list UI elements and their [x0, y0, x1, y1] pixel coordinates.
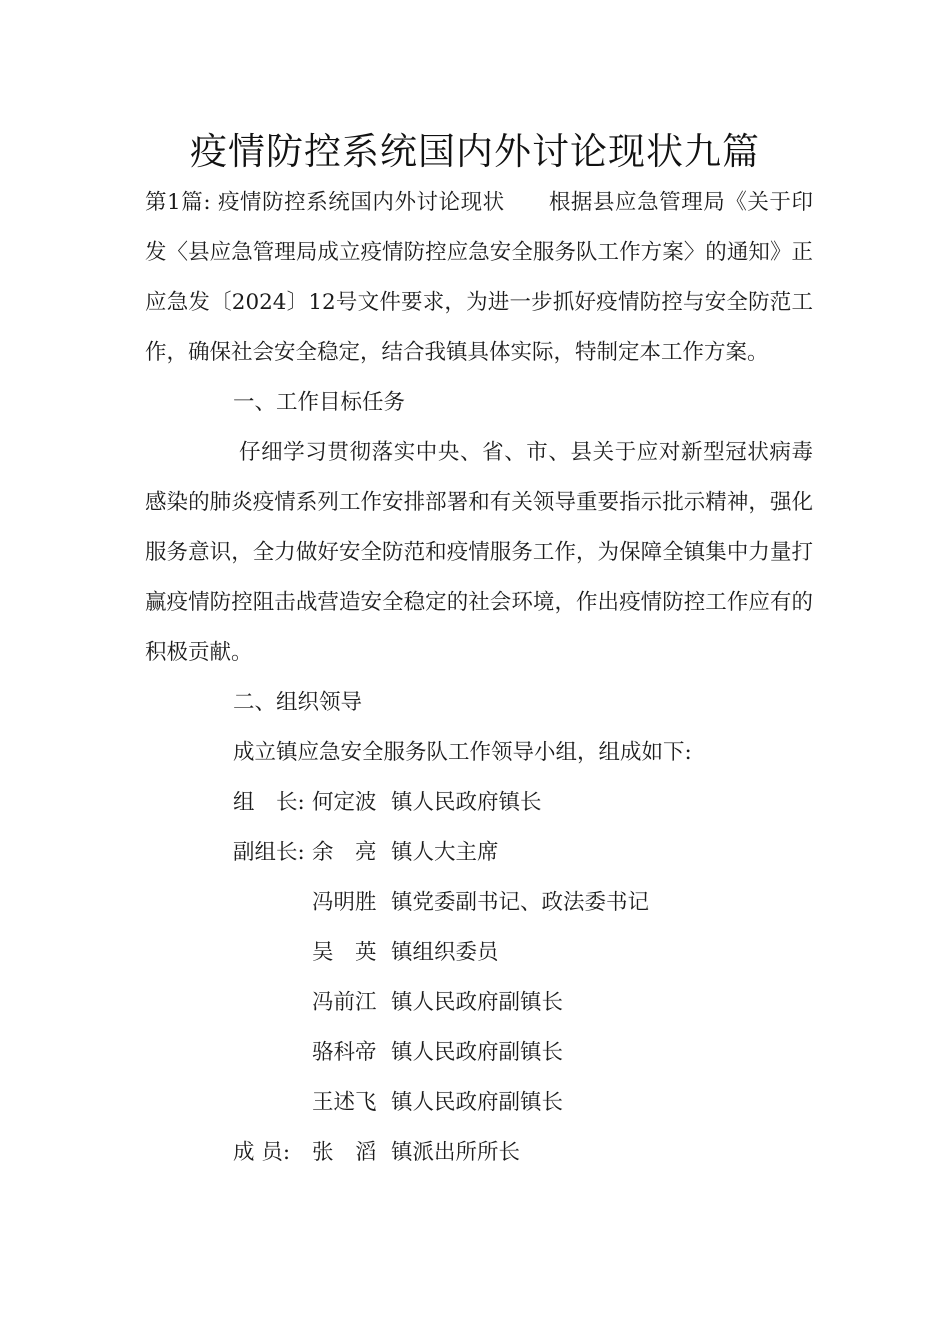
section-1-paragraph: 仔细学习贯彻落实中央、省、市、县关于应对新型冠状病毒感染的肺炎疫情系列工作安排部署和有关领导重要指示批示精神，强化服务意识，全力做好安全防范和疫情服务工作，为保障全镇集中力量打赢疫情防控阻击战营造安全稳定的社会环境，作出疫情防控工作应有的积极贡献。 — [145, 440, 813, 665]
roster-row — [145, 928, 813, 978]
roster-role — [145, 1078, 312, 1128]
roster-role — [145, 928, 312, 978]
roster-role: 组 长: — [233, 790, 305, 815]
roster-row — [145, 828, 813, 878]
roster-row — [145, 978, 813, 1028]
roster-name: 冯明胜 — [312, 890, 377, 915]
roster-name: 冯前江 — [312, 990, 377, 1015]
roster-title: 镇人民政府镇长 — [391, 790, 542, 815]
leadership-roster — [145, 778, 813, 1178]
roster-name: 吴 英 — [312, 940, 377, 965]
document-title: 疫情防控系统国内外讨论现状九篇 — [190, 130, 760, 173]
roster-name: 何定波 — [312, 790, 377, 815]
roster-name: 骆科帝 — [312, 1040, 377, 1065]
roster-title: 镇人民政府副镇长 — [391, 1040, 564, 1065]
roster-row — [145, 1128, 813, 1178]
roster-title: 镇组织委员 — [391, 940, 499, 965]
roster-role — [145, 1028, 312, 1078]
roster-title: 镇党委副书记、政法委书记 — [391, 890, 650, 915]
roster-name: 王述飞 — [312, 1090, 377, 1115]
roster-role: 副组长: — [233, 840, 305, 865]
document-body — [145, 178, 813, 1178]
section-1-heading: 一、工作目标任务 — [233, 390, 406, 415]
roster-role: 成 员: — [233, 1140, 291, 1165]
roster-role — [145, 878, 312, 928]
roster-row — [145, 1078, 813, 1128]
section-2-intro: 成立镇应急安全服务队工作领导小组，组成如下: — [233, 740, 692, 765]
intro-paragraph: 第1篇: 疫情防控系统国内外讨论现状 根据县应急管理局《关于印发〈县应急管理局成立疫情防控应急安全服务队工作方案〉的通知》正应急发〔2024〕12号文件要求，为进一步抓好疫情防控与安全防范工作，确保社会安全稳定，结合我镇具体实际，特制定本工作方案。 — [145, 190, 813, 365]
roster-row — [145, 1028, 813, 1078]
section-2-heading: 二、组织领导 — [233, 690, 363, 715]
roster-title: 镇人民政府副镇长 — [391, 1090, 564, 1115]
roster-role — [145, 978, 312, 1028]
roster-title: 镇人大主席 — [391, 840, 499, 865]
roster-row — [145, 878, 813, 928]
roster-name: 张 滔 — [312, 1140, 377, 1165]
roster-title: 镇派出所所长 — [391, 1140, 521, 1165]
roster-row — [145, 778, 813, 828]
roster-name: 余 亮 — [312, 840, 377, 865]
roster-title: 镇人民政府副镇长 — [391, 990, 564, 1015]
